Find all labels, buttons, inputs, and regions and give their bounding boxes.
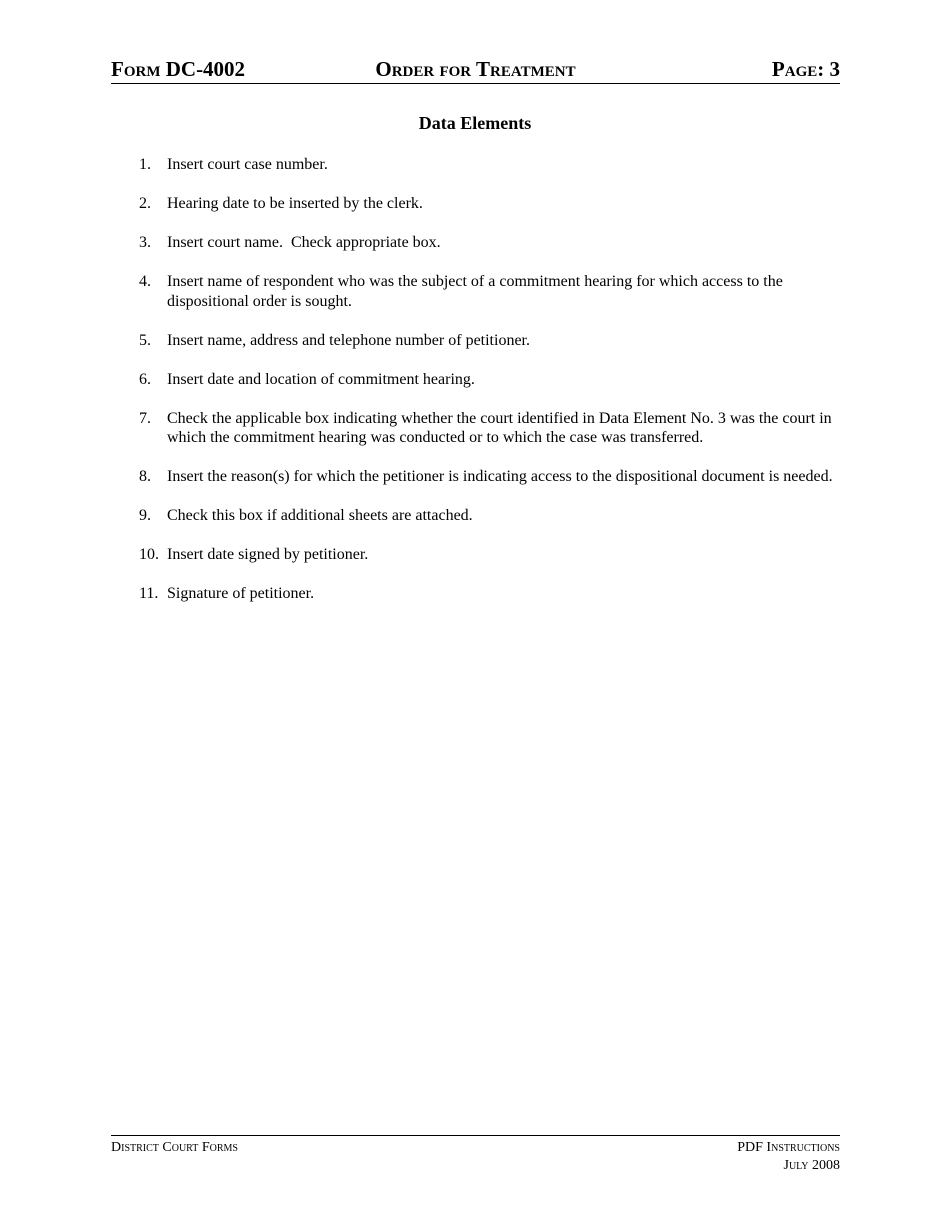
list-item [111,506,840,526]
list-item [111,370,840,390]
item-number: 6. [139,370,151,388]
item-text: Insert date signed by petitioner. [167,546,369,563]
page-footer [111,1135,840,1173]
list-item [111,233,840,253]
item-number: 2. [139,195,151,212]
item-text: Hearing date to be inserted by the clerk. [167,195,423,212]
list-item [111,545,840,565]
footer-source: District Court Forms [111,1140,238,1155]
list-item [111,584,840,604]
item-number: 4. [139,273,151,290]
list-item [111,409,840,448]
section-title: Data Elements [418,113,532,133]
page-header [111,56,840,84]
item-text: Insert name of respondent who was the subject of a commitment hearing for which access to the dispositional order is sought. [167,273,783,310]
list-item [111,272,840,311]
item-text: Insert name, address and telephone number of petitioner. [167,331,530,349]
item-number: 3. [139,234,151,251]
list-item [111,155,840,175]
footer-meta [737,1139,840,1175]
item-number: 9. [139,507,151,524]
item-number: 7. [139,409,151,427]
footer-doc-type: PDF Instructions [737,1140,840,1155]
item-text: Insert the reason(s) for which the petitioner is indicating access to the dispositional document is needed. [167,468,833,485]
item-number: 8. [139,468,151,485]
item-number: 11. [139,585,159,602]
page-number: Page: 3 [771,57,840,81]
item-number: 1. [139,156,151,173]
item-text: Signature of petitioner. [167,585,315,602]
item-text: Insert court case number. [167,156,328,173]
item-number: 10. [139,546,159,563]
item-number: 5. [139,331,151,349]
footer-date: July 2008 [783,1158,840,1173]
list-item [111,331,840,351]
item-text: Check the applicable box indicating whether the court identified in Data Element No. 3 was the court in which the commitment hearing was conducted or to which the case was transferred. [167,409,832,446]
data-elements-list [111,155,840,623]
item-text: Insert court name. Check appropriate box. [167,234,441,251]
form-number: Form DC-4002 [111,57,246,81]
list-item [111,467,840,487]
list-item [111,194,840,214]
form-title: Order for Treatment [375,57,576,81]
item-text: Insert date and location of commitment hearing. [167,370,475,388]
item-text: Check this box if additional sheets are attached. [167,507,473,524]
